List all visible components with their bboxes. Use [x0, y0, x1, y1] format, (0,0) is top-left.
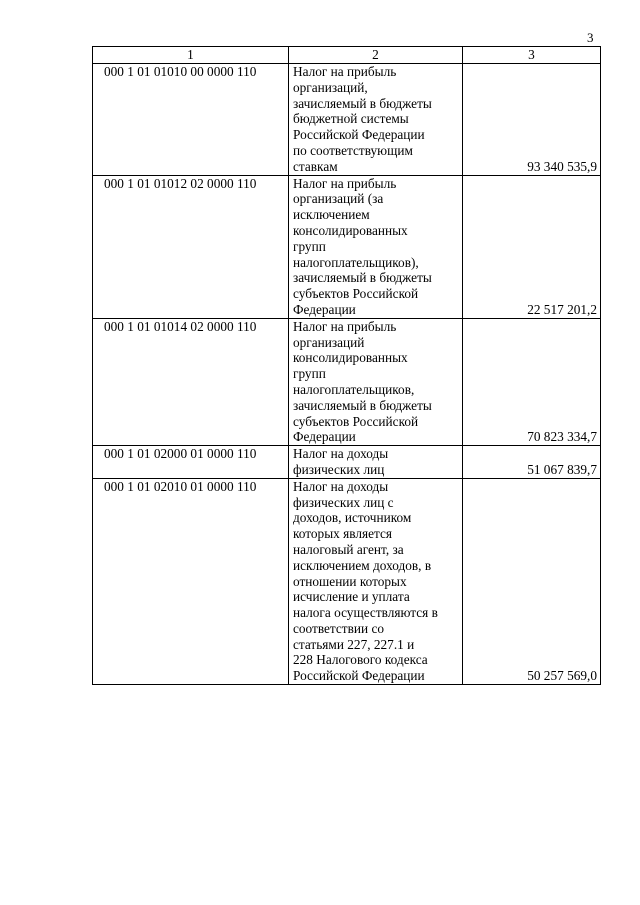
page-number: 3: [587, 30, 594, 45]
budget-classification-code: 000 1 01 02010 01 0000 110: [93, 478, 289, 684]
revenue-name-line: Федерации: [293, 301, 356, 317]
revenue-name-line: которых является: [293, 526, 392, 542]
revenue-table: [92, 46, 601, 685]
table-body: [93, 64, 601, 685]
revenue-name: [289, 64, 463, 176]
revenue-name-line: по соответствующим: [293, 142, 413, 158]
table-row: [93, 175, 601, 318]
revenue-name-line: доходов, источником: [293, 510, 412, 526]
budget-classification-code: 000 1 01 01012 02 0000 110: [93, 175, 289, 318]
revenue-name-line: консолидированных: [293, 222, 408, 238]
revenue-name-line: Налог на доходы: [293, 446, 389, 462]
budget-classification-code: 000 1 01 01014 02 0000 110: [93, 318, 289, 445]
column-header-2: 2: [289, 47, 463, 64]
revenue-name-line: физических лиц: [293, 461, 385, 477]
revenue-amount: 51 067 839,7: [463, 446, 601, 479]
revenue-name: [289, 446, 463, 479]
revenue-name-line: физических лиц с: [293, 494, 394, 510]
revenue-name-line: зачисляемый в бюджеты: [293, 397, 432, 413]
table-row: [93, 64, 601, 176]
revenue-name-line: исключением: [293, 207, 370, 223]
revenue-name-line: налоговый агент, за: [293, 541, 404, 557]
revenue-amount: 70 823 334,7: [463, 318, 601, 445]
revenue-name-line: статьями 227, 227.1 и: [293, 636, 415, 652]
revenue-name-line: налогоплательщиков,: [293, 381, 415, 397]
revenue-name-line: ставкам: [293, 158, 338, 174]
revenue-name-line: налога осуществляются в: [293, 605, 438, 621]
table-header-row: [93, 47, 601, 64]
revenue-name-line: организаций: [293, 334, 365, 350]
revenue-name-line: групп: [293, 238, 326, 254]
revenue-name-line: консолидированных: [293, 350, 408, 366]
revenue-name-line: исчисление и уплата: [293, 589, 410, 605]
table-row: [93, 478, 601, 684]
revenue-amount: 93 340 535,9: [463, 64, 601, 176]
budget-classification-code: 000 1 01 01010 00 0000 110: [93, 64, 289, 176]
revenue-amount: 50 257 569,0: [463, 478, 601, 684]
budget-classification-code: 000 1 01 02000 01 0000 110: [93, 446, 289, 479]
revenue-name-line: налогоплательщиков),: [293, 254, 419, 270]
revenue-name-line: исключением доходов, в: [293, 557, 432, 573]
revenue-name-line: Российской Федерации: [293, 668, 425, 684]
revenue-name: [289, 175, 463, 318]
revenue-amount: 22 517 201,2: [463, 175, 601, 318]
revenue-name-line: Налог на доходы: [293, 478, 389, 494]
revenue-name-line: зачисляемый в бюджеты: [293, 270, 432, 286]
revenue-name-line: отношении которых: [293, 573, 407, 589]
table-row: [93, 318, 601, 445]
revenue-name-line: 228 Налогового кодекса: [293, 652, 428, 668]
revenue-name-line: соответствии со: [293, 620, 385, 636]
revenue-name-line: организаций,: [293, 79, 368, 95]
revenue-name: [289, 318, 463, 445]
revenue-name-line: Налог на прибыль: [293, 318, 397, 334]
revenue-name-line: групп: [293, 366, 326, 382]
revenue-name-line: зачисляемый в бюджеты: [293, 95, 432, 111]
revenue-name-line: организаций (за: [293, 191, 384, 207]
revenue-name-line: Налог на прибыль: [293, 175, 397, 191]
column-header-1: 1: [93, 47, 289, 64]
revenue-name-line: Федерации: [293, 429, 356, 445]
revenue-name-line: Налог на прибыль: [293, 64, 397, 79]
revenue-name-line: субъектов Российской: [293, 413, 419, 429]
revenue-name-line: Российской Федерации: [293, 127, 425, 143]
revenue-name-line: субъектов Российской: [293, 286, 419, 302]
revenue-name-line: бюджетной системы: [293, 111, 409, 127]
column-header-3: 3: [463, 47, 601, 64]
revenue-name: [289, 478, 463, 684]
table-row: [93, 446, 601, 479]
